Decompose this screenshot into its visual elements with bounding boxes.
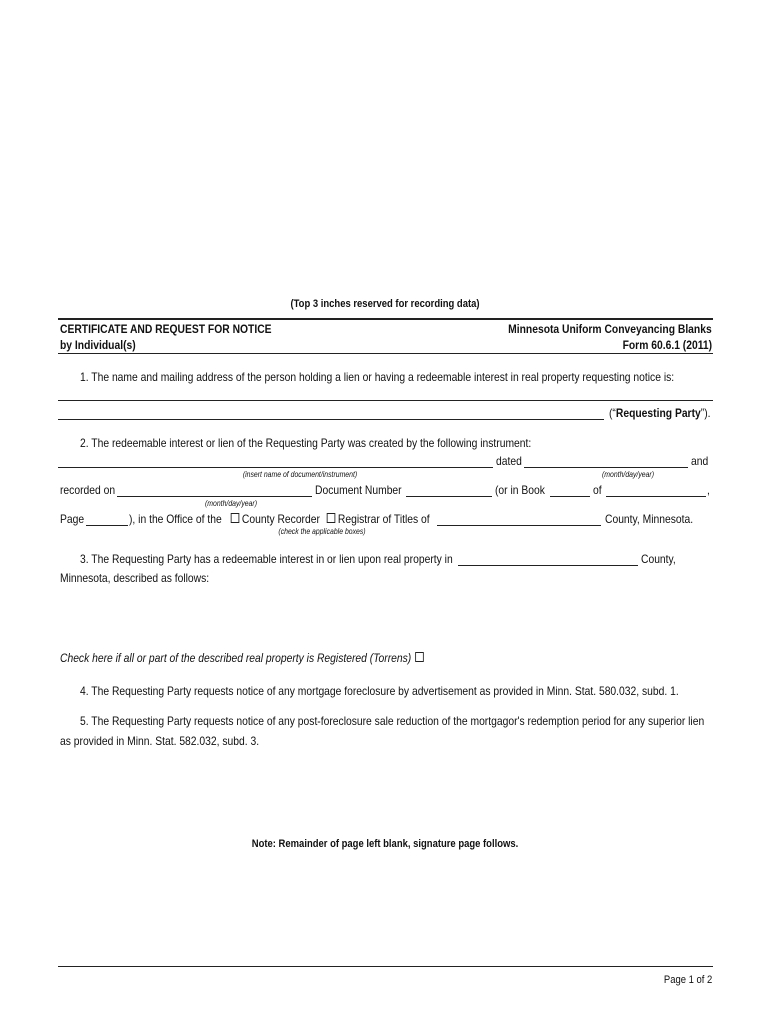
requesting-party-line-2[interactable] — [58, 419, 604, 420]
requesting-party-line-1[interactable] — [58, 400, 713, 401]
instrument-hint: (insert name of document/instrument) — [242, 470, 358, 479]
section-3-text: 3. The Requesting Party has a redeemable interest in or lien upon real property in — [80, 552, 453, 566]
footer-rule — [58, 966, 713, 967]
of-label: of — [593, 483, 602, 497]
office-of-label: ), in the Office of the — [129, 512, 222, 526]
county-label: County, — [641, 552, 676, 566]
date-hint-1: (month/day/year) — [601, 470, 655, 479]
remainder-note: Note: Remainder of page left blank, signature page follows. — [251, 838, 519, 850]
or-in-book-label: (or in Book — [495, 483, 545, 497]
document-number-field[interactable] — [406, 496, 492, 497]
form-title: CERTIFICATE AND REQUEST FOR NOTICE — [60, 322, 272, 336]
property-county-field[interactable] — [458, 565, 638, 566]
form-series: Minnesota Uniform Conveyancing Blanks — [508, 322, 712, 336]
torrens-checkbox[interactable] — [416, 652, 425, 662]
section-5-line-2: as provided in Minn. Stat. 582.032, subd. 3. — [60, 734, 260, 748]
document-number-label: Document Number — [315, 483, 402, 497]
registrar-checkbox[interactable] — [327, 513, 336, 523]
form-number: Form 60.6.1 (2011) — [622, 338, 712, 352]
comma: , — [707, 483, 710, 497]
date-hint-2: (month/day/year) — [204, 499, 258, 508]
recording-data-note: (Top 3 inches reserved for recording data) — [290, 298, 480, 310]
recorded-on-label: recorded on — [60, 483, 116, 497]
page-number: Page 1 of 2 — [663, 974, 712, 986]
section-1-text: 1. The name and mailing address of the person holding a lien or having a redeemable interest in real property requesting notice is: — [80, 370, 675, 384]
book-field[interactable] — [550, 496, 590, 497]
and-label: and — [691, 454, 709, 468]
book-of-field[interactable] — [606, 496, 706, 497]
section-2-text: 2. The redeemable interest or lien of the Requesting Party was created by the following instrument: — [80, 436, 532, 450]
dated-label: dated — [496, 454, 522, 468]
page-label: Page — [60, 512, 85, 526]
registrar-option[interactable]: Registrar of Titles of — [325, 512, 430, 526]
header-top-rule — [58, 318, 713, 320]
requesting-party-label: (“Requesting Party”). — [609, 406, 711, 420]
section-3-line-2: Minnesota, described as follows: — [60, 571, 210, 585]
instrument-name-field[interactable] — [58, 467, 493, 468]
county-recorder-checkbox[interactable] — [231, 513, 240, 523]
page-field[interactable] — [86, 525, 128, 526]
instrument-date-field[interactable] — [524, 467, 688, 468]
section-5-line-1: 5. The Requesting Party requests notice of any post-foreclosure sale reduction of the mortgagor's redemption period for any superior lien — [80, 714, 705, 728]
county-minnesota-label: County, Minnesota. — [605, 512, 694, 526]
county-recorder-option[interactable]: County Recorder — [229, 512, 320, 526]
county-field[interactable] — [437, 525, 601, 526]
form-subtitle: by Individual(s) — [60, 338, 136, 352]
check-boxes-hint: (check the applicable boxes) — [278, 527, 366, 536]
torrens-option[interactable]: Check here if all or part of the described real property is Registered (Torrens) — [60, 651, 427, 665]
header-bottom-rule — [58, 353, 713, 354]
section-4-text: 4. The Requesting Party requests notice of any mortgage foreclosure by advertisement as provided in Minn. Stat. 580.032, subd. 1. — [80, 684, 679, 698]
recorded-date-field[interactable] — [117, 496, 312, 497]
